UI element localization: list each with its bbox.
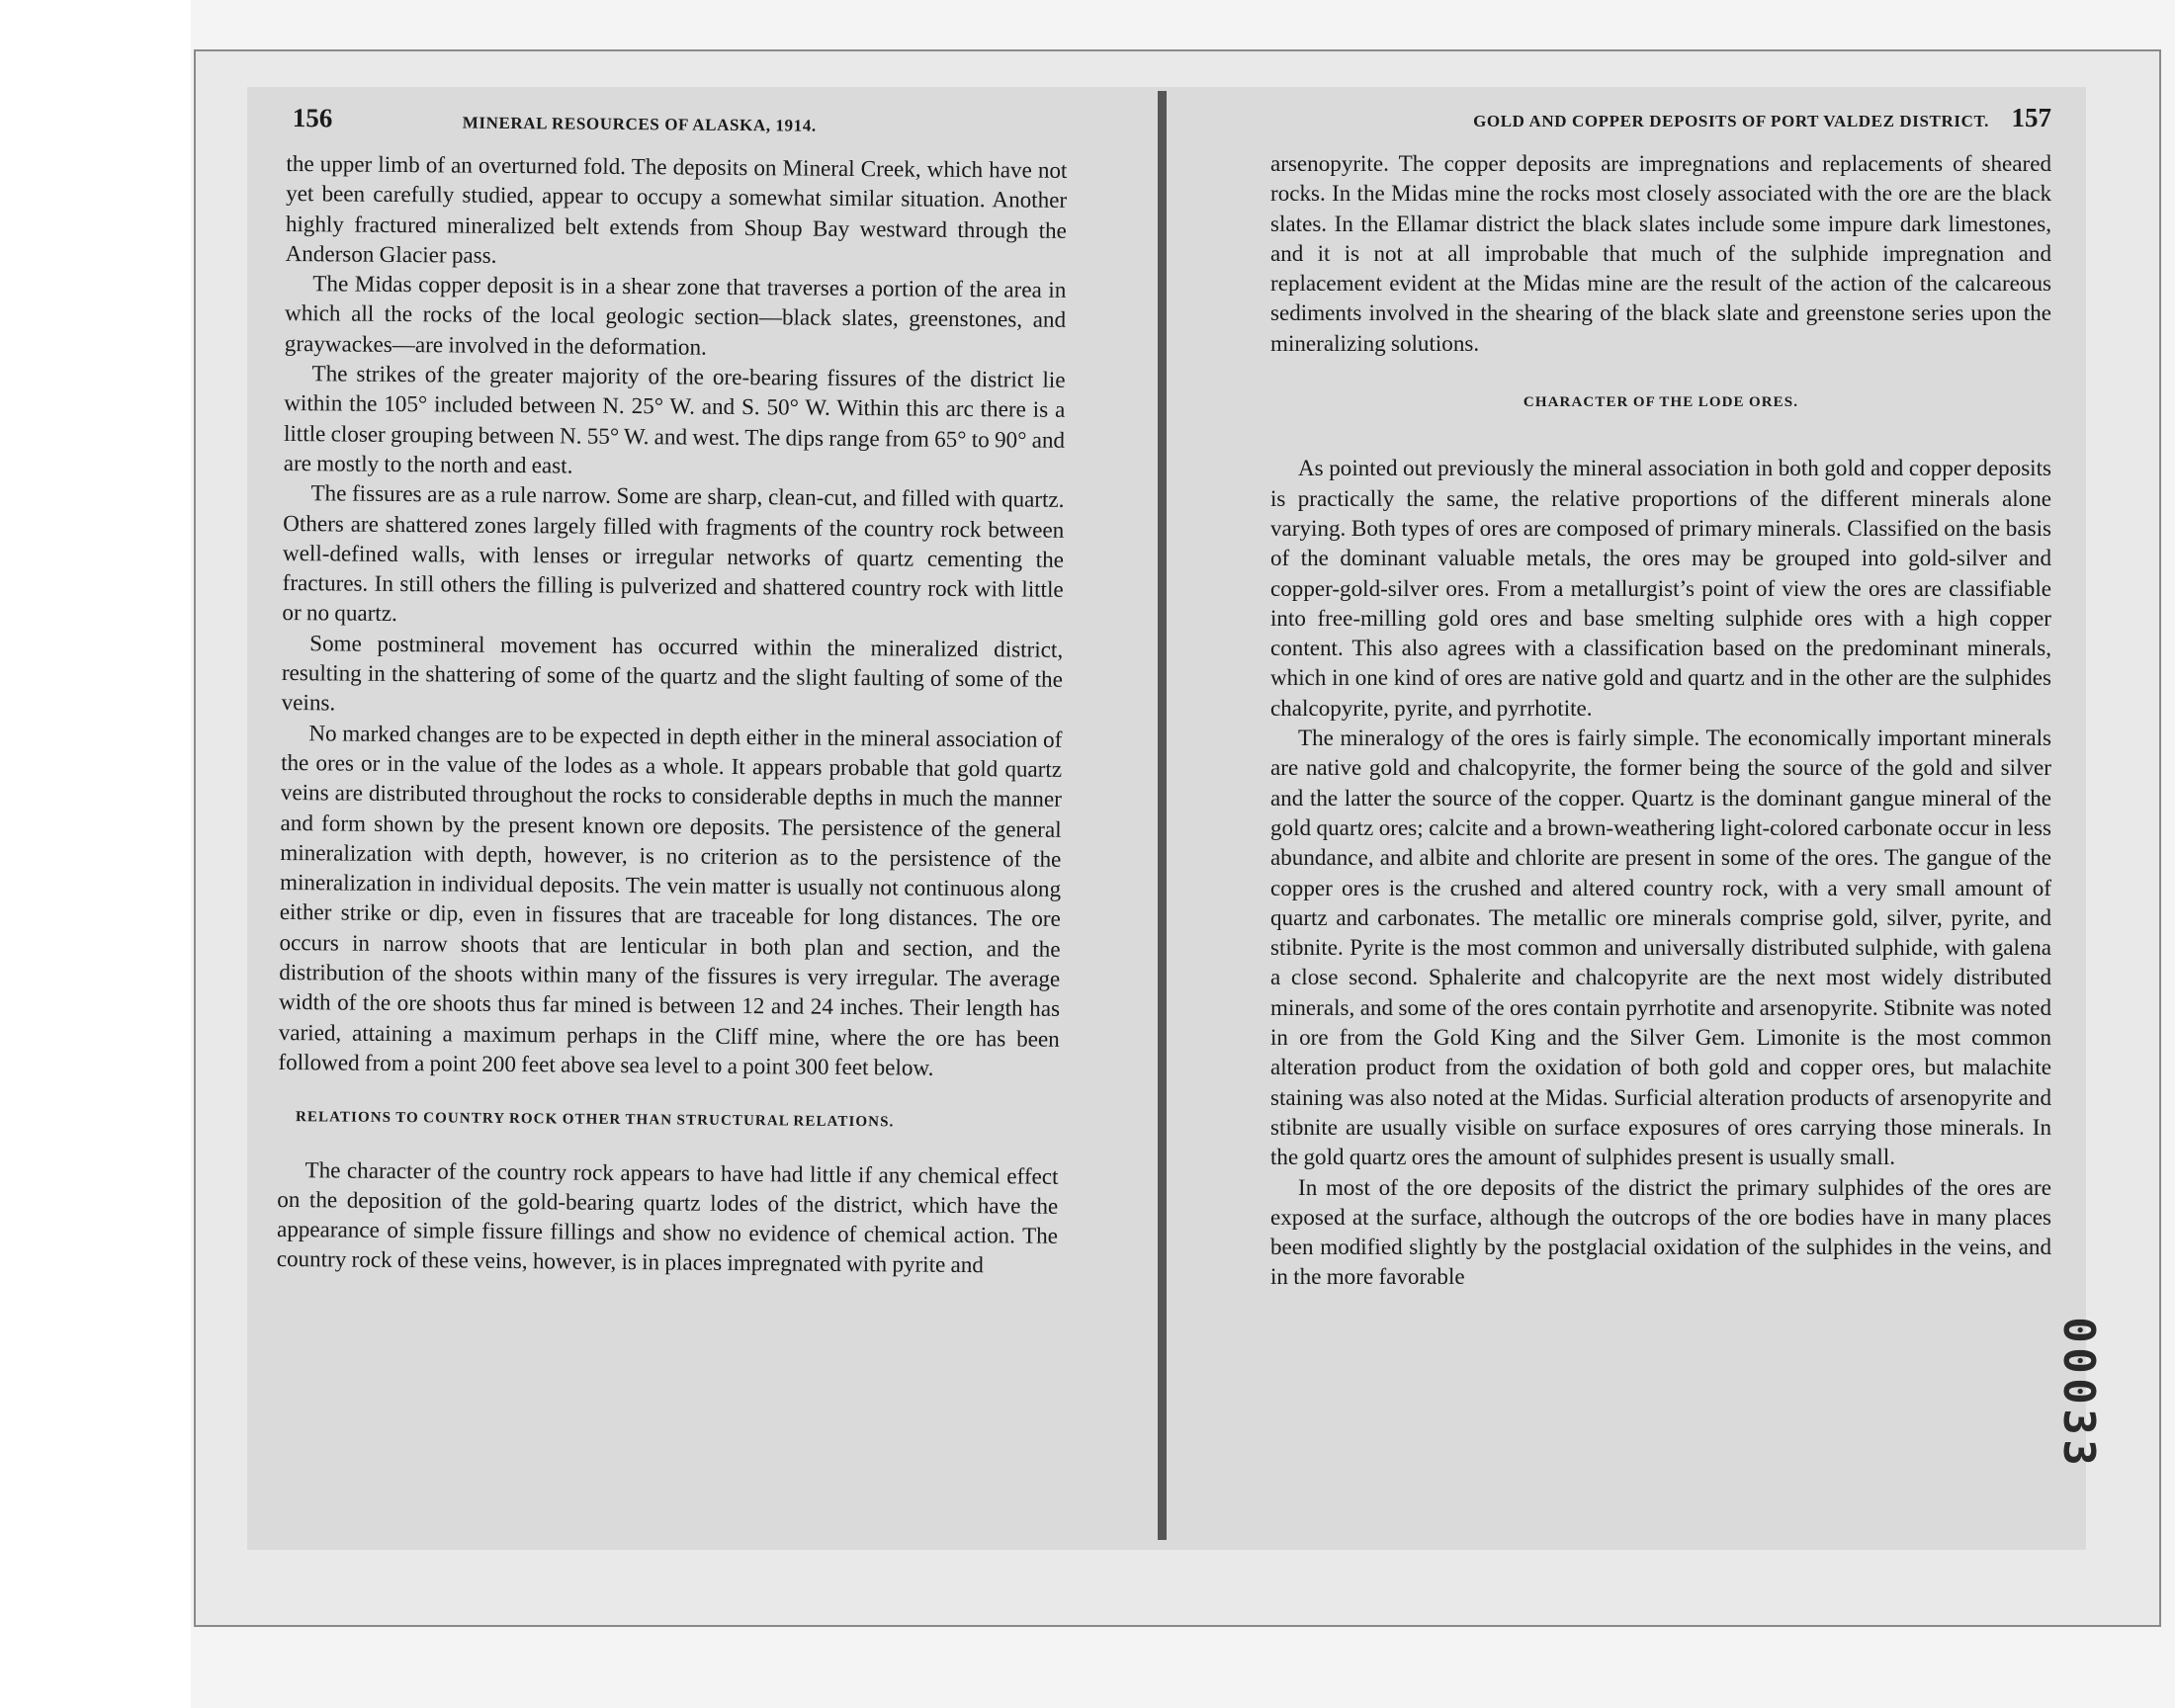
left-running-head (287, 99, 1068, 155)
paragraph: In most of the ore deposits of the district the primary sulphides of the ores are exposed at the surface, although the outcrops of the ore bodies have in many places been modified slightly by the postglacial oxidation of the sulphides in the veins, and in the more favorable (1270, 1173, 2051, 1290)
right-page-text (1270, 148, 2051, 1292)
left-running-head-title: MINERAL RESOURCES OF ALASKA, 1914. (462, 113, 817, 135)
paragraph: the upper limb of an overturned fold. The deposits on Mineral Creek, which have not yet been carefully studied, appear to occupy a somewhat similar situation. Another highly fractured mineralized belt extends from Shoup Bay westward through the Anderson Glacier pass. (285, 149, 1068, 268)
right-running-head-title: GOLD AND COPPER DEPOSITS OF PORT VALDEZ DISTRICT. (1473, 112, 1989, 130)
right-page-number: 157 (2011, 103, 2051, 132)
right-page (1270, 99, 2051, 1292)
paragraph: Some postmineral movement has occurred within the mineralized district, resulting in the shattering of some of the quartz and the slight faulting of some of the veins. (281, 629, 1064, 716)
right-running-head (1270, 99, 2051, 148)
stamp-digit: 3 (2052, 1439, 2104, 1466)
paragraph: The mineralogy of the ores is fairly simple. The economically important minerals are native gold and chalcopyrite, the former being the source of the gold and silver and the latter the source of the copper. Quartz is the dominant gangue mineral of the gold quartz ores; calcite and a brown-weathering light-colored carbonate occur in less abundance, and albite and chlorite are present in some of the ores. The gangue of the copper ores is the crushed and altered country rock, with a very small amount of quartz and carbonates. The metallic ore minerals comprise gold, silver, pyrite, and stibnite. Pyrite is the most common and universally distributed sulphide, with galena a close second. Sphalerite and chalcopyrite are the next most widely distributed minerals, and some of the ores contain pyrrhotite and arsenopyrite. Stibnite was noted in ore from the Gold King and the Silver Gem. Limonite is the most common alteration product from the oxidation of both gold and copper ores, but malachite staining was also noted at the Midas. Surficial alteration products of arsenopyrite and stibnite are usually visible on surface exposures of ores carrying those minerals. In the gold quartz ores the amount of sulphides present is usually small. (1270, 725, 2051, 1170)
paragraph: The Midas copper deposit is in a shear zone that traverses a portion of the area in which all the rocks of the local geologic section—black slates, greenstones, and graywackes—are involved in the deformation. (284, 270, 1067, 360)
paragraph: The character of the country rock appears to have had little if any chemical effect on the deposition of the gold-bearing quartz lodes of the district, which have the appearance of simple fissure fillings and show no evidence of chemical action. The country rock of these veins, however, is in places impregnated with pyrite and (276, 1155, 1059, 1278)
book-gutter (1158, 91, 1167, 1540)
section-heading: RELATIONS TO COUNTRY ROCK OTHER THAN STRUCTURAL RELATIONS. (295, 1109, 895, 1131)
left-page-text (277, 148, 1068, 1281)
paragraph: As pointed out previously the mineral association in both gold and copper deposits is practically the same, the relative proportions of the different minerals alone varying. Both types of ores are composed of primary minerals. Classified on the basis of the dominant valuable metals, the ores may be grouped into gold-silver and copper-gold-silver ores. From a metallurgist’s point of view the ores are classifiable into free-milling gold ores and base smelting sulphide ores with a high copper content. This also agrees with a classification based on the predominant minerals, which in one kind of ores are native gold and quartz and in the other are the sulphides chalcopyrite, pyrite, and pyrrhotite. (1270, 455, 2051, 721)
stamp-digit: 0 (2052, 1378, 2104, 1405)
left-page-number: 156 (292, 103, 333, 133)
paragraph: No marked changes are to be expected in depth either in the mineral association of the ores or in the value of the lodes as a whole. It appears probable that gold quartz veins are distributed throughout the rocks to considerable depths in much the manner and form shown by the present known ore deposits. The persistence of the general mineralization with depth, however, is no criterion as to the persistence of the mineralization in individual deposits. The vein matter is usually not continuous along either strike or dip, even in fissures that are traceable for long distances. The ore occurs in narrow shoots that are lenticular in both plan and section, and the distribution of the shoots within many of the fissures is very irregular. The average width of the ore shoots thus far mined is between 12 and 24 inches. Their length has varied, attaining a maximum perhaps in the Cliff mine, where the ore has been followed from a point 200 feet above sea level to a point 300 feet below. (278, 719, 1063, 1080)
paragraph: The fissures are as a rule narrow. Some are sharp, clean-cut, and filled with quartz. Others are shattered zones largely filled with fragments of the country rock between well-defined walls, with lenses or irregular networks of quartz cementing the fractures. In still others the filling is pulverized and shattered country rock with little or no quartz. (282, 479, 1065, 627)
archive-stamp (2052, 1315, 2104, 1468)
stamp-digit: 0 (2052, 1347, 2104, 1374)
section-heading: CHARACTER OF THE LODE ORES. (1522, 394, 1799, 411)
stamp-digit: 0 (2052, 1317, 2104, 1343)
paragraph: The strikes of the greater majority of the ore-bearing fissures of the district lie within the 105° included between N. 25° W. and S. 50° W. Within this arc there is a little closer grouping between N. 55° W. and west. The dips range from 65° to 90° and are mostly to the north and east. (283, 360, 1066, 478)
paragraph: arsenopyrite. The copper deposits are impregnations and replacements of sheared rocks. In the Midas mine the rocks most closely associated with the ore are the black slates. In the Ellamar district the black slates include some impure dark limestones, and it is not at all improbable that much of the sulphide impregnation and replacement evident at the Midas mine are the result of the action of the calcareous sediments involved in the shearing of the black slate and greenstone series upon the mineralizing solutions. (1270, 150, 2051, 356)
left-page (277, 99, 1068, 1281)
stamp-digit: 3 (2052, 1409, 2104, 1435)
